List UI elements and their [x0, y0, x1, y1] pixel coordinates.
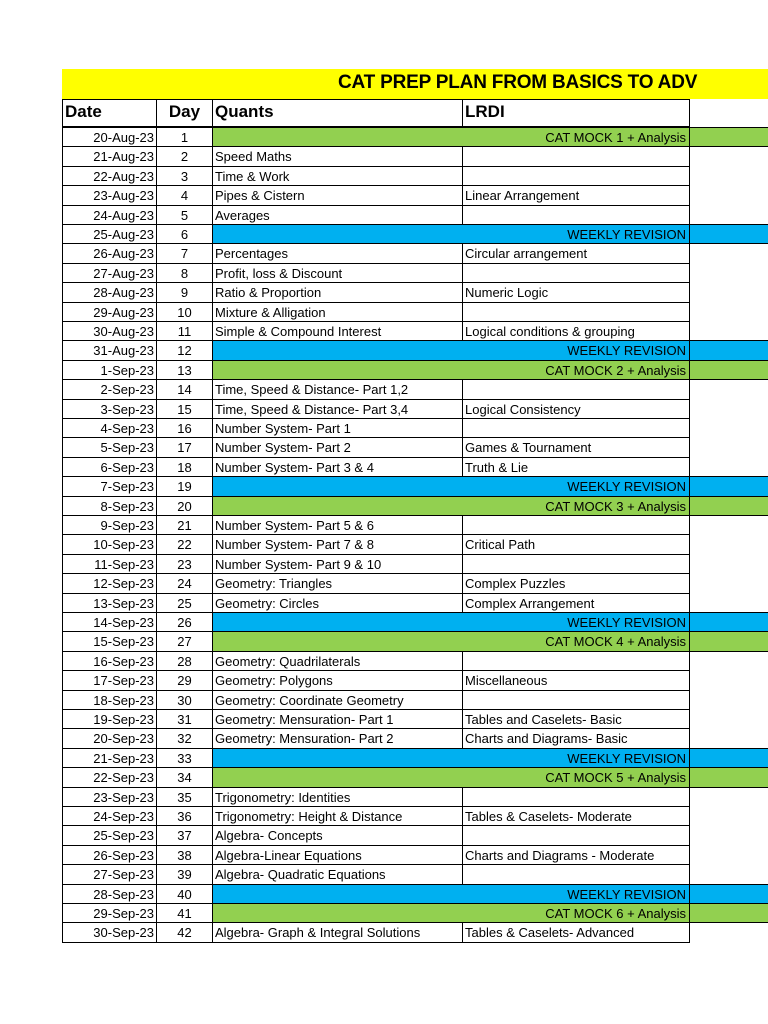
- day-cell[interactable]: 42: [156, 922, 213, 943]
- quants-topic-cell[interactable]: Number System- Part 1: [212, 418, 463, 438]
- weekly-revision-band[interactable]: [212, 224, 768, 244]
- lrdi-topic-cell[interactable]: [462, 864, 690, 885]
- header-quants[interactable]: Quants: [212, 99, 463, 127]
- lrdi-topic-cell[interactable]: Truth & Lie: [462, 457, 690, 477]
- lrdi-topic-cell[interactable]: Logical conditions & grouping: [462, 321, 690, 341]
- date-cell[interactable]: 28-Sep-23: [62, 884, 157, 904]
- lrdi-topic-cell[interactable]: [462, 302, 690, 322]
- quants-topic-cell[interactable]: Geometry: Circles: [212, 593, 463, 613]
- lrdi-topic-cell[interactable]: Games & Tournament: [462, 437, 690, 458]
- date-cell[interactable]: 9-Sep-23: [62, 515, 157, 535]
- day-cell[interactable]: 23: [156, 554, 213, 574]
- quants-topic-cell[interactable]: Percentages: [212, 243, 463, 264]
- mock-test-band[interactable]: [212, 127, 768, 147]
- day-cell[interactable]: 5: [156, 205, 213, 225]
- date-cell[interactable]: 12-Sep-23: [62, 573, 157, 594]
- weekly-revision-band[interactable]: [212, 748, 768, 768]
- header-date[interactable]: Date: [62, 99, 157, 127]
- date-cell[interactable]: 3-Sep-23: [62, 399, 157, 419]
- mock-test-band[interactable]: [212, 631, 768, 652]
- lrdi-topic-cell[interactable]: Complex Arrangement: [462, 593, 690, 613]
- date-cell[interactable]: 1-Sep-23: [62, 360, 157, 380]
- mock-test-band[interactable]: [212, 360, 768, 380]
- lrdi-topic-cell[interactable]: Tables & Caselets- Moderate: [462, 806, 690, 826]
- date-cell[interactable]: 29-Sep-23: [62, 903, 157, 923]
- header-day[interactable]: Day: [156, 99, 213, 127]
- lrdi-topic-cell[interactable]: [462, 515, 690, 535]
- quants-topic-cell[interactable]: Geometry: Triangles: [212, 573, 463, 594]
- date-cell[interactable]: 6-Sep-23: [62, 457, 157, 477]
- date-cell[interactable]: 27-Aug-23: [62, 263, 157, 283]
- quants-topic-cell[interactable]: Simple & Compound Interest: [212, 321, 463, 341]
- date-cell[interactable]: 21-Sep-23: [62, 748, 157, 768]
- day-cell[interactable]: 1: [156, 127, 213, 147]
- lrdi-topic-cell[interactable]: [462, 263, 690, 283]
- quants-topic-cell[interactable]: Geometry: Mensuration- Part 1: [212, 709, 463, 729]
- date-cell[interactable]: 26-Sep-23: [62, 845, 157, 865]
- lrdi-topic-cell[interactable]: Numeric Logic: [462, 282, 690, 303]
- quants-topic-cell[interactable]: Algebra- Quadratic Equations: [212, 864, 463, 885]
- date-cell[interactable]: 25-Aug-23: [62, 224, 157, 244]
- lrdi-topic-cell[interactable]: [462, 690, 690, 710]
- day-cell[interactable]: 15: [156, 399, 213, 419]
- band-label: CAT MOCK 5 + Analysis: [545, 770, 686, 785]
- date-cell[interactable]: 22-Aug-23: [62, 166, 157, 186]
- day-cell[interactable]: 9: [156, 282, 213, 303]
- day-cell[interactable]: 39: [156, 864, 213, 885]
- lrdi-topic-cell[interactable]: [462, 205, 690, 225]
- day-cell[interactable]: 14: [156, 379, 213, 400]
- date-cell[interactable]: 19-Sep-23: [62, 709, 157, 729]
- date-cell[interactable]: 13-Sep-23: [62, 593, 157, 613]
- quants-topic-cell[interactable]: Averages: [212, 205, 463, 225]
- date-cell[interactable]: 11-Sep-23: [62, 554, 157, 574]
- day-cell[interactable]: 35: [156, 787, 213, 807]
- date-cell[interactable]: 21-Aug-23: [62, 146, 157, 167]
- date-cell[interactable]: 31-Aug-23: [62, 340, 157, 361]
- date-cell[interactable]: 14-Sep-23: [62, 612, 157, 632]
- day-cell[interactable]: 32: [156, 728, 213, 749]
- mock-test-band[interactable]: [212, 903, 768, 923]
- lrdi-topic-cell[interactable]: [462, 554, 690, 574]
- day-cell[interactable]: 11: [156, 321, 213, 341]
- date-cell[interactable]: 20-Sep-23: [62, 728, 157, 749]
- lrdi-topic-cell[interactable]: Critical Path: [462, 534, 690, 555]
- date-cell[interactable]: 27-Sep-23: [62, 864, 157, 885]
- day-cell[interactable]: 33: [156, 748, 213, 768]
- lrdi-topic-cell[interactable]: [462, 825, 690, 846]
- date-cell[interactable]: 26-Aug-23: [62, 243, 157, 264]
- day-cell[interactable]: 4: [156, 185, 213, 206]
- day-cell[interactable]: 3: [156, 166, 213, 186]
- day-cell[interactable]: 19: [156, 476, 213, 497]
- day-cell[interactable]: 41: [156, 903, 213, 923]
- day-cell[interactable]: 16: [156, 418, 213, 438]
- date-cell[interactable]: 10-Sep-23: [62, 534, 157, 555]
- quants-topic-cell[interactable]: Geometry: Mensuration- Part 2: [212, 728, 463, 749]
- lrdi-topic-cell[interactable]: Charts and Diagrams- Basic: [462, 728, 690, 749]
- lrdi-topic-cell[interactable]: Circular arrangement: [462, 243, 690, 264]
- quants-topic-cell[interactable]: Time, Speed & Distance- Part 3,4: [212, 399, 463, 419]
- band-label: WEEKLY REVISION: [567, 615, 686, 630]
- weekly-revision-band[interactable]: [212, 884, 768, 904]
- band-label: CAT MOCK 3 + Analysis: [545, 499, 686, 514]
- day-cell[interactable]: 26: [156, 612, 213, 632]
- day-cell[interactable]: 31: [156, 709, 213, 729]
- lrdi-topic-cell[interactable]: Tables & Caselets- Advanced: [462, 922, 690, 943]
- date-cell[interactable]: 2-Sep-23: [62, 379, 157, 400]
- date-cell[interactable]: 29-Aug-23: [62, 302, 157, 322]
- header-lrdi[interactable]: LRDI: [462, 99, 690, 127]
- weekly-revision-band[interactable]: [212, 476, 768, 497]
- quants-topic-cell[interactable]: Pipes & Cistern: [212, 185, 463, 206]
- quants-topic-cell[interactable]: Algebra- Graph & Integral Solutions: [212, 922, 463, 943]
- day-cell[interactable]: 10: [156, 302, 213, 322]
- day-cell[interactable]: 17: [156, 437, 213, 458]
- day-cell[interactable]: 25: [156, 593, 213, 613]
- date-cell[interactable]: 8-Sep-23: [62, 496, 157, 516]
- mock-test-band[interactable]: [212, 496, 768, 516]
- lrdi-topic-cell[interactable]: [462, 379, 690, 400]
- day-cell[interactable]: 29: [156, 670, 213, 691]
- day-cell[interactable]: 8: [156, 263, 213, 283]
- date-cell[interactable]: 30-Sep-23: [62, 922, 157, 943]
- quants-topic-cell[interactable]: Number System- Part 3 & 4: [212, 457, 463, 477]
- day-cell[interactable]: 40: [156, 884, 213, 904]
- quants-topic-cell[interactable]: Geometry: Quadrilaterals: [212, 651, 463, 671]
- quants-topic-cell[interactable]: Geometry: Coordinate Geometry: [212, 690, 463, 710]
- quants-topic-cell[interactable]: Algebra-Linear Equations: [212, 845, 463, 865]
- date-cell[interactable]: 17-Sep-23: [62, 670, 157, 691]
- lrdi-topic-cell[interactable]: Linear Arrangement: [462, 185, 690, 206]
- date-cell[interactable]: 30-Aug-23: [62, 321, 157, 341]
- day-cell[interactable]: 37: [156, 825, 213, 846]
- day-cell[interactable]: 21: [156, 515, 213, 535]
- date-cell[interactable]: 25-Sep-23: [62, 825, 157, 846]
- quants-topic-cell[interactable]: Number System- Part 5 & 6: [212, 515, 463, 535]
- lrdi-topic-cell[interactable]: [462, 651, 690, 671]
- day-cell[interactable]: 13: [156, 360, 213, 380]
- day-cell[interactable]: 2: [156, 146, 213, 167]
- date-cell[interactable]: 15-Sep-23: [62, 631, 157, 652]
- lrdi-topic-cell[interactable]: Miscellaneous: [462, 670, 690, 691]
- lrdi-topic-cell[interactable]: [462, 418, 690, 438]
- quants-topic-cell[interactable]: Time, Speed & Distance- Part 1,2: [212, 379, 463, 400]
- lrdi-topic-cell[interactable]: Logical Consistency: [462, 399, 690, 419]
- quants-topic-cell[interactable]: Speed Maths: [212, 146, 463, 167]
- quants-topic-cell[interactable]: Mixture & Alligation: [212, 302, 463, 322]
- quants-topic-cell[interactable]: Number System- Part 7 & 8: [212, 534, 463, 555]
- day-cell[interactable]: 7: [156, 243, 213, 264]
- band-label: WEEKLY REVISION: [567, 751, 686, 766]
- day-cell[interactable]: 12: [156, 340, 213, 361]
- lrdi-topic-cell[interactable]: [462, 146, 690, 167]
- band-label: WEEKLY REVISION: [567, 343, 686, 358]
- date-cell[interactable]: 24-Aug-23: [62, 205, 157, 225]
- quants-topic-cell[interactable]: Profit, loss & Discount: [212, 263, 463, 283]
- lrdi-topic-cell[interactable]: Complex Puzzles: [462, 573, 690, 594]
- date-cell[interactable]: 24-Sep-23: [62, 806, 157, 826]
- day-cell[interactable]: 36: [156, 806, 213, 826]
- band-label: CAT MOCK 1 + Analysis: [545, 130, 686, 145]
- weekly-revision-band[interactable]: [212, 612, 768, 632]
- day-cell[interactable]: 20: [156, 496, 213, 516]
- lrdi-topic-cell[interactable]: [462, 166, 690, 186]
- title-bar: [62, 69, 768, 99]
- date-cell[interactable]: 16-Sep-23: [62, 651, 157, 671]
- quants-topic-cell[interactable]: Number System- Part 2: [212, 437, 463, 458]
- quants-topic-cell[interactable]: Time & Work: [212, 166, 463, 186]
- band-label: CAT MOCK 6 + Analysis: [545, 906, 686, 921]
- day-cell[interactable]: 22: [156, 534, 213, 555]
- lrdi-topic-cell[interactable]: [462, 787, 690, 807]
- weekly-revision-band[interactable]: [212, 340, 768, 361]
- quants-topic-cell[interactable]: Number System- Part 9 & 10: [212, 554, 463, 574]
- day-cell[interactable]: 6: [156, 224, 213, 244]
- lrdi-topic-cell[interactable]: Tables and Caselets- Basic: [462, 709, 690, 729]
- day-cell[interactable]: 30: [156, 690, 213, 710]
- band-label: WEEKLY REVISION: [567, 887, 686, 902]
- mock-test-band[interactable]: [212, 767, 768, 788]
- day-cell[interactable]: 18: [156, 457, 213, 477]
- quants-topic-cell[interactable]: Geometry: Polygons: [212, 670, 463, 691]
- quants-topic-cell[interactable]: Algebra- Concepts: [212, 825, 463, 846]
- date-cell[interactable]: 4-Sep-23: [62, 418, 157, 438]
- day-cell[interactable]: 34: [156, 767, 213, 788]
- quants-topic-cell[interactable]: Trigonometry: Identities: [212, 787, 463, 807]
- sheet-title: CAT PREP PLAN FROM BASICS TO ADV: [338, 72, 698, 93]
- day-cell[interactable]: 24: [156, 573, 213, 594]
- quants-topic-cell[interactable]: Ratio & Proportion: [212, 282, 463, 303]
- day-cell[interactable]: 38: [156, 845, 213, 865]
- date-cell[interactable]: 18-Sep-23: [62, 690, 157, 710]
- band-label: CAT MOCK 2 + Analysis: [545, 363, 686, 378]
- quants-topic-cell[interactable]: Trigonometry: Height & Distance: [212, 806, 463, 826]
- date-cell[interactable]: 28-Aug-23: [62, 282, 157, 303]
- band-label: WEEKLY REVISION: [567, 227, 686, 242]
- band-label: WEEKLY REVISION: [567, 479, 686, 494]
- day-cell[interactable]: 28: [156, 651, 213, 671]
- date-cell[interactable]: 23-Sep-23: [62, 787, 157, 807]
- date-cell[interactable]: 20-Aug-23: [62, 127, 157, 147]
- date-cell[interactable]: 23-Aug-23: [62, 185, 157, 206]
- band-label: CAT MOCK 4 + Analysis: [545, 634, 686, 649]
- lrdi-topic-cell[interactable]: Charts and Diagrams - Moderate: [462, 845, 690, 865]
- date-cell[interactable]: 22-Sep-23: [62, 767, 157, 788]
- date-cell[interactable]: 7-Sep-23: [62, 476, 157, 497]
- day-cell[interactable]: 27: [156, 631, 213, 652]
- date-cell[interactable]: 5-Sep-23: [62, 437, 157, 458]
